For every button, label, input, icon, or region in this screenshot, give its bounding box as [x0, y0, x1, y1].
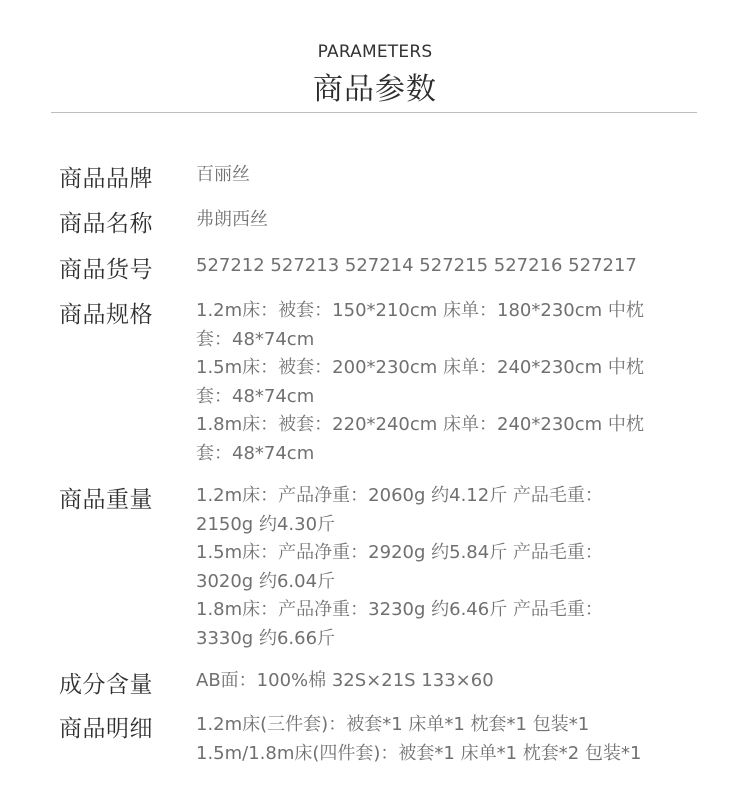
- param-value-line: 1.5m床：产品净重：2920g 约5.84斤 产品毛重：: [196, 542, 603, 563]
- param-label: 商品货号: [59, 257, 153, 283]
- param-value-line: 弗朗西丝: [196, 209, 268, 230]
- parameters-subtitle: PARAMETERS: [317, 42, 433, 62]
- param-value: [196, 711, 666, 768]
- param-value-line: 3020g 约6.04斤: [196, 570, 336, 592]
- param-value-line: 1.2m床：被套：150*210cm 床单：180*230cm 中枕: [196, 300, 644, 321]
- param-value: [196, 161, 666, 190]
- param-label: 商品名称: [59, 211, 153, 237]
- param-value: [196, 297, 666, 468]
- param-value: [196, 482, 666, 653]
- param-value-line: 套：48*74cm: [196, 385, 315, 407]
- param-value-line: 百丽丝: [196, 164, 250, 185]
- param-label: 成分含量: [59, 672, 153, 698]
- param-value-line: 1.5m床：被套：200*230cm 床单：240*230cm 中枕: [196, 357, 644, 378]
- param-value-line: 527212 527213 527214 527215 527216 527217: [196, 255, 637, 276]
- param-value-line: 2150g 约4.30斤: [196, 513, 336, 535]
- param-value: [196, 667, 666, 696]
- param-value-line: 套：48*74cm: [196, 328, 315, 350]
- param-label: 商品明细: [59, 716, 153, 742]
- header-divider: [51, 112, 697, 113]
- param-label: 商品品牌: [59, 166, 153, 192]
- param-value-line: 3330g 约6.66斤: [196, 627, 336, 649]
- param-value-line: 1.2m床(三件套)：被套*1 床单*1 枕套*1 包装*1: [196, 714, 590, 735]
- param-value-line: 套：48*74cm: [196, 442, 315, 464]
- param-value-line: 1.8m床：被套：220*240cm 床单：240*230cm 中枕: [196, 414, 644, 435]
- param-value-line: 1.2m床：产品净重：2060g 约4.12斤 产品毛重：: [196, 485, 603, 506]
- param-value: [196, 206, 666, 235]
- param-label: 商品规格: [59, 302, 153, 328]
- param-value-line: 1.8m床：产品净重：3230g 约6.46斤 产品毛重：: [196, 599, 603, 620]
- param-value-line: AB面：100%棉 32S×21S 133×60: [196, 670, 494, 691]
- page-title: 商品参数: [313, 72, 437, 107]
- param-value-line: 1.5m/1.8m床(四件套)：被套*1 床单*1 枕套*2 包装*1: [196, 742, 642, 764]
- param-label: 商品重量: [59, 487, 153, 513]
- param-value: [196, 252, 666, 281]
